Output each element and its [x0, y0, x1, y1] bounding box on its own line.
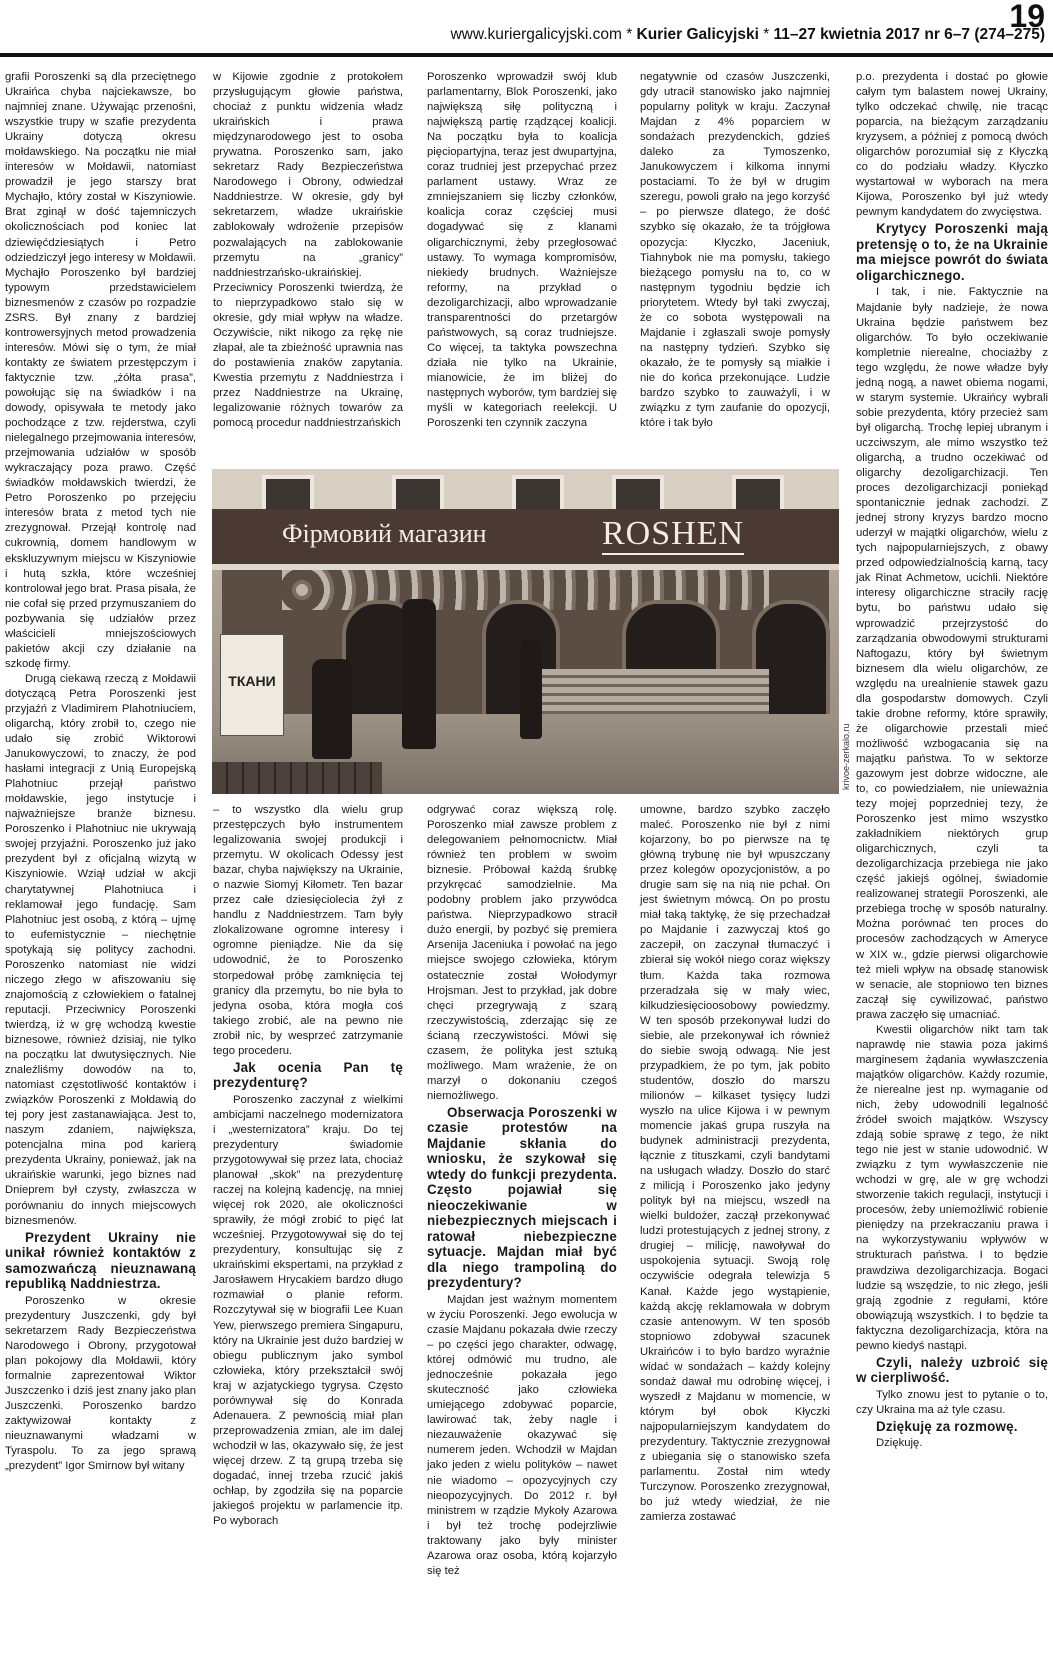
paragraph: Majdan jest ważnym momentem w życiu Poroszenki. Jego ewolucja w czasie Majdanu pokazała dwie rzeczy – po części jego charakter, odwagę, której odmówić mu trudno, ale jednocześnie pokazała jego skuteczność jako człowieka umiejącego zdobywać poparcie, lawirować tak, żeby nagle i niezauważenie okazywać się numerem jeden. Wchodził w Majdan jako jeden z wielu polityków – nawet nie wiadomo – opozycyjnych czy nieopozycyjnych. Do 2012 r. był ministrem w rządzie Mykoły Azarowa i był też trochę podejrzliwie traktowany jako były minister Azarowa oraz osoba, którą kojarzyło się też — [427, 1293, 617, 1577]
interview-question: Czyli, należy uzbroić się w cierpliwość. — [856, 1354, 1048, 1386]
paragraph: Poroszenko wprowadził swój klub parlamentarny, Blok Poroszenki, jako największą siłę polityczną i największą partię rządzącej koalicji. Na początku była to koalicja pięciopartyjna, teraz jest dwupartyjna, coraz trudniej jest przepychać przez parlament ustawy. Wraz ze zmniejszaniem się liczby członków, koalicja coraz częściej musi dogadywać się z klanami oligarchicznymi, żeby przegłosować ustawy. To wymaga kompromisów, niekiedy brudnych. Ważniejsze reformy, na przykład o dezoligarchizacji, albo wprowadzanie transparentności do przetargów państwowych, są coraz trudniejsze. Co więcej, ta taktyka powszechna działa nie tylko na Ukrainie, mianowicie, że im bliżej do następnych wyborów, tym bardziej się myśli w kategoriach reelekcji. U Poroszenki ten czynnik zaczyna — [427, 71, 617, 430]
paragraph: Tylko znowu jest to pytanie o to, czy Ukraina ma aż tyle czasu. — [856, 1388, 1048, 1416]
paragraph: w Kijowie zgodnie z protokołem przysługującym głowie państwa, chociaż z punktu widzenia władz ukraińskich i prawa międzynarodowego jest to osoba prywatna. Poroszenko sam, jako sekretarz Rady Bezpieczeństwa Narodowego i Obrony, odwiedzał Naddniestrze. W okresie, gdy był sekretarzem, władze ukraińskie zablokowały wdrożenie przepisów pozwalających na zablokowanie przemytu na „granicy” naddniestrzańsko-ukraińskiej. Przeciwnicy Poroszenki twierdzą, że to nieprzypadkowo stało się w okresie, gdy miał wpływ na władze. Oczywiście, nikt nikogo za rękę nie złapał, ale ta zbieżność uprawnia nas do postawienia znaków zapytania. Kwestia przemytu z Naddniestrza i przez Naddniestrze na Ukrainę, legalizowanie różnych towarów za pomocą procedur naddniestrzańskich — [213, 71, 403, 430]
interview-question: Obserwacja Poroszenki w czasie protestów na Majdanie skłania do wniosku, że szykował się wtedy do funkcji prezydenta. Często pojawiał się nieoczekiwanie w niebezpiecznych miejscach i ratował niebezpieczne sytuacje. Majdan miał być dla niego trampoliną do prezydentury? — [427, 1104, 617, 1291]
page-number: 19 — [1009, 0, 1045, 34]
building-facade — [212, 469, 839, 509]
woman-at-door-figure — [520, 639, 542, 739]
column-2-top — [213, 70, 403, 460]
masthead: www.kuriergalicyjski.com * Kurier Galicyjski * 11–27 kwietnia 2017 nr 6–7 (274–275) — [450, 26, 1045, 43]
paragraph: p.o. prezydenta i dostać po głowie całym tym balastem nowej Ukrainy, tylko odczekać chwilę, nie tracąc poparcia, na bieżącym zarządzaniu kryzysem, a później z pomocą dwóch oligarchów porozumiał się z Kłyczką co do podziału władzy. Kłyczko wystartował w wyborach na mera Kijowa, Poroszenko był już wtedy pewnym kandydatem do zwycięstwa. — [856, 71, 1048, 219]
brick-bench — [212, 762, 382, 794]
store-sign — [212, 509, 839, 570]
interview-question: Krytycy Poroszenki mają pretensję o to, że na Ukrainie ma miejsce powrót do świata oligarchicznego. — [856, 221, 1048, 283]
column-2-bottom — [213, 803, 403, 1529]
paragraph: Poroszenko w okresie prezydentury Juszczenki, gdy był sekretarzem Rady Bezpieczeństwa Narodowego i Obrony, przygotował plan pokojowy dla Mołdawii, który formalnie zaprezentował Wiktor Juszczenko i dziś jest znany jako plan Juszczenki. Poroszenko bardzo zaktywizował kontakty z nieuznawanymi władzami w Tyraspolu. To za jego sprawą „prezydent” Igor Smirnow był witany — [5, 1294, 196, 1473]
paragraph: odgrywać coraz większą rolę. Poroszenko miał zawsze problem z delegowaniem pełnomocnictw. Miał również ten problem w swoim biznesie. Próbował każdą śrubkę przykręcać samodzielnie. Ma podobny problem jako przywódca państwa. Nieprzypadkowo stracił dużo energii, by pozbyć się premiera Arsenija Jaceniuka i powołać na jego miejsce swojego człowieka, którym ostatecznie został Wołodymyr Hrojsman. Jest to przykład, jak dobre chęci przegrywają z szarą rzeczywistością, zderzając się ze ścianą rzeczywistości. Mówi się czasem, że polityka jest sztuką możliwego. Mam wrażenie, że on marzył o dokonaniu czegoś niemożliwego. — [427, 804, 617, 1102]
interview-question: Prezydent Ukrainy nie unikał również kontaktów z samozwańczą nieuznawaną republiką Naddniestrza. — [5, 1229, 196, 1292]
walking-man-figure — [402, 599, 436, 749]
roshen-store-photo — [212, 469, 839, 794]
column-4-bottom — [640, 803, 830, 1525]
paragraph: I tak, i nie. Faktycznie na Majdanie były nadzieje, że nowa Ukraina będzie państwem bez oligarchów. To było oczekiwanie kompletnie nierealne, chociażby z tego względu, że nowe władze były jedną nogą, a nawet obiema nogami, w starym systemie. Ukraińcy wybrali sobie prezydenta, który przecież sam był oligarchą. Trochę lepiej ubranym i uczciwszym, ale mimo wszystko też oligarchą, a trudno oczekiwać od oligarchy dezoligarchizacji. Ten proces dezoligarchizacji poniekąd spontanicznie jednak zachodzi. Z jednej strony kryzys bardzo mocno uderzył w majątki oligarchów, wielu z tych najpopularniejszych, z obawy przed odpowiedzialnością karną, tacy jak Rinat Achmetow, ucichli. Niektóre interesy oligarchiczne straciły rację bytu, bo państwu udało się wprowadzić przejrzystość do zarządzania obwodowymi strukturami Naftogazu, który był świetnym biznesem dla wielu oligarchów, ze względu na urealnienie stawek gazu dla gospodarstw domowych. Czyli takie drobne reformy, które sprawiły, że oligarchowie przestali mieć możliwość wzbogacania się na majątku państwa. To w sektorze gazowym jest dobrze widoczne, ale to, co powiedziałem, nie unieważnia tezy mojej poprzedniej tezy, że Poroszenko jest mimo wszystko zakładnikiem niektórych grup oligarchicznych, czyli ta dezoligarchizacja przebiega nie jako część jakiejś ogólnej, świadomie realizowanej strategii Poroszenki, ale przebiega trochę w sposób naturalny. Można porównać ten proces do procesów zachodzących w Ameryce w XIX w., gdzie pierwsi oligarchowie też mieli wpływ na obsadę stanowisk w senacie, ale stopniowo ten biznes zaczął się cywilizować, państwo prawa zaczęło się umacniać. — [856, 286, 1048, 1021]
paragraph: Dziękuję. — [876, 1437, 923, 1450]
header-rule — [0, 53, 1053, 57]
site-url[interactable]: www.kuriergalicyjski.com — [450, 26, 622, 43]
paragraph: grafii Poroszenki są dla przeciętnego Ukraińca chyba najciekawsze, bo najmniej znane. Używając przenośni, wszystkie trupy w szafie prezydenta Ukrainy dotyczą okresu mołdawskiego. Na początku nie miał interesów w Mołdawii, natomiast prowadził je jego starszy brat Mychajło, który został w Kiszyniowie. Brat zginął w dość tajemniczych okolicznościach pod koniec lat dziewięćdziesiątych i Petro odziedziczył jego interesy w Mołdawii. Mychajło Poroszenko był bardziej typowym przedstawicielem biznesmenów z czasów po rozpadzie ZSRS. Był znany z bardziej kontrowersyjnych metod prowadzenia interesów. Mówi się o tym, że miał kontakty ze światem przestępczym i faktycznie tzw. „żółta prasa”, powołując się na świadków i na dowody, opisywała te metody jako pochodzące z tzw. rejderstwa, czyli nielegalnego przejmowania interesów, przejmowania udziałów w sposób wykraczający poza prawo. Część świadków mołdawskich twierdzi, że Petro Poroszenko po przejęciu interesów brata z metod tych nie zrezygnował. Przejął kontrolę nad cukrownią, domem handlowym w ekskluzywnym miejscu w Kiszyniowie i hutą szkła, które wcześniej kontrolował jego brat. Prasa pisała, że nie cofał się przed przymuszaniem do pozbywania się udziałów przez właścicieli mniejszościowych pakietów akcji czy działanie na szkodę firmy. — [5, 71, 196, 670]
column-3-bottom — [427, 803, 617, 1579]
photo-credit: krivoe-zerkalo.ru — [841, 723, 851, 790]
sign-brand-text: ROSHEN — [602, 515, 744, 555]
interview-question: Dziękuję za rozmowę. — [876, 1418, 1018, 1434]
interview-question: Jak ocenia Pan tę prezydenturę? — [213, 1059, 403, 1091]
paragraph: – to wszystko dla wielu grup przestępczych było instrumentem legalizowania swojej produkcji i przemytu. W okolicach Odessy jest bazar, chyba największy na Ukrainie, o nazwie Siomyj Kiłometr. Ten bazar przez całe dziesięciolecia żył z handlu z Naddniestrzem. Tam były zlokalizowane ogromne interesy i ogromne pieniądze. Nie da się udowodnić, że to Poroszenko storpedował próbę zamknięcia tej granicy dla przemytu, bo nie była to jedyna osoba, która mogła coś takiego zrobić, ale na pewno nie zrobił nic, by wesprzeć zatrzymanie tego procederu. — [213, 804, 403, 1057]
paragraph: Kwestii oligarchów nikt tam tak naprawdę nie stawia poza jakimś marginesem żądania wywłaszczenia majątków oligarchów. Każdy rozumie, że nierealne jest np. wymaganie od nich, żeby udowodnili legalność źródeł swoich majątków. Wszyscy zdają sobie sprawę z tego, że nikt tego nie jest w stanie udowodnić. W związku z tym wywłaszczenie nie wchodzi w grę, ale w grę wchodzi stworzenie takich regulacji, instytucji i procesów, żeby uniemożliwić robienie pieniędzy na przekraczaniu prawa i na wykorzystywaniu wpływów w strukturach państwa. I to będzie prawdziwa dezoligarchizacja. Bogaci ludzie są wszędzie, to nic złego, jeśli grają zgodnie z regułami, które obowiązują wszystkich. I to będzie ta faktyczna dezoligarchizacja, która na pewno kiedyś nastąpi. — [856, 1023, 1048, 1352]
issue-info: 11–27 kwietnia 2017 nr 6–7 (274–275) — [773, 26, 1045, 43]
column-1 — [5, 70, 196, 1474]
paragraph: negatywnie od czasów Juszczenki, gdy utracił stanowisko jako najmniej popularny polityk w kraju. Zaczynał Majdan z 4% poparciem w sondażach prezydenckich, gdzieś daleko za Tymoszenko, Janukowyczem i kilkoma innymi postaciami. To że był w drugim szeregu, powoli grało na jego korzyść – po pierwsze dlatego, że dość szybko się okazało, że ta trójgłowa opozycja: Kłyczko, Jaceniuk, Tiahnybok nie ma pomysłu, takiego bieżącego pomysłu na to, co w następnym tygodniu będzie ich priorytetem. Wtedy był taki zwyczaj, że co sobota występowali na Majdanie i zgłaszali swoje pomysły na następny tydzień. Szybko się okazało, że te pomysły są miałkie i nie do końca przekonujące. Ludzie bardzo szybko to zauważyli, i w związku z tym zaufanie do opozycji, które i tak było — [640, 71, 830, 430]
column-4-top — [640, 70, 830, 460]
column-5 — [856, 70, 1048, 1451]
seated-woman-figure — [312, 659, 352, 759]
column-3-top — [427, 70, 617, 460]
paragraph: umowne, bardzo szybko zaczęło maleć. Poroszenko nie był z nimi kojarzony, bo po pierwsze na tę główną trybunę nie był wpuszczany przez kolegów opozycjonistów, a po drugie sam się na nią nie pchał. On jest świetnym mówcą. On po prostu miał taką taktykę, że się przechadzał po Majdanie i zazwyczaj ktoś go zaczepił, on zaczynał tłumaczyć i zbierał się wokół niego coraz większy tłum. Każda taka rozmowa przeradzała się w mały wiec, kilkudziesięcioosobowy powiedzmy. W ten sposób przekonywał ludzi do siebie, ale przekonywał ich również do siebie swoją odwagą. Nie jest przypadkiem, że po tym, jak pobito studentów, doszło do marszu milionów – kilkaset tysięcy ludzi wyszło na ulice Kijowa i w pewnym momencie jakaś grupa ruszyła na budynek administracji prezydenta, łącznie z tituszkami, czyli bandytami na usługach władzy. Doszło do starć z milicją i Poroszenko jako jedyny polityk był na miejscu, wszedł na wielki buldożer, zaczął przekonywać ludzi protestujących z jednej strony, z drugiej – milicję, nawoływał do uspokojenia sytuacji. Swoją rolę oczywiście odegrała telewizja 5 Kanał. Każde jego wystąpienie, każdą akcję reklamowała w dobrym czasie antenowym. W ten sposób stopniowo zdobywał szacunek Ukraińców i to było bardzo wyraźnie widać w sondażach – każdy kolejny sondaż dawał mu odrobinę więcej, i wyszedł z Majdanu w momencie, w którym był obok Kłyczki najpopularniejszym kandydatem do prezydentury. Taktycznie zrezygnował z ubiegania się o stanowisko szefa parlamentu. Został nim wtedy Turczynow. Poroszenko zrezygnował, bo już wtedy wiedział, że nie zamierza zostawać — [640, 804, 830, 1524]
advert-poster: ТКАНИ — [220, 634, 284, 736]
publication-title: Kurier Galicyjski — [636, 26, 759, 43]
paragraph: Poroszenko zaczynał z wielkimi ambicjami naczelnego modernizatora i „westernizatora” kraju. Do tej prezydentury świadomie przygotowywał się przez lata, chociaż planował „skok” na prezydenturę raczej na kolejną kadencję, na mniej więcej rok 2020, ale okoliczności sprawiły, że mógł zrobić to pięć lat wcześniej. Przygotowywał się do tej prezydentury, konsultując się z ukraińskimi ekspertami, na przykład z Jarosławem Hrycakiem bardzo długo rozmawiał o planie reform. Rozczytywał się w biografii Lee Kuan Yew, pierwszego premiera Singapuru, który na Ukrainie jest dużo bardziej w obiegu publicznym jako symbol człowieka, który przekształcił swój kraj w azjatyckiego tygrysa. Często porównywał się do Konrada Adenauera. Z pewnością miał plan przeprowadzenia zmian, ale im dalej wchodził w las, okazywało się, że jest więcej drzew. Z tą grupą trzeba się dogadać, innej trzeba rzucić jakiś ochłap, by zgodziła się na poparcie jakiegoś projektu w parlamencie itp. Po wyborach — [213, 1093, 403, 1528]
sign-ukrainian-text: Фірмовий магазин — [282, 519, 487, 548]
paragraph: Drugą ciekawą rzeczą z Mołdawii dotyczącą Petra Poroszenki jest przyjaźń z Vladimirem Plahotniuciem, oligarchą, który zrobił to, czego nie udało się zrobić Wiktorowi Janukowyczowi, to znaczy, że pod hasłami integracji z Unią Europejską Plahotniuc przejął państwo mołdawskie, jego instytucje i najważniejsze branże biznesu. Poroszenko i Plahotniuc nie ukrywają swojej przyjaźni. Poroszenko już jako prezydent był z oficjalną wizytą w Kiszyniowie. Wziął udział w akcji charytatywnej Plahotniuca i reklamował jego fundację. Sam Plahotniuc jest osobą, z którą – ujmę to eufemistycznie – niechętnie spotykają się politycy zachodni. Poroszenko natomiast nie widzi niczego złego w afiszowaniu się znajomością z człowiekiem o fatalnej reputacji. Przeciwnicy Poroszenki twierdzą, iż w grę wchodzą kwestie biznesowe, również dzisiaj, nie tylko na początku lat dwutysięcznych. Nie znaleźliśmy dowodów na to, natomiast częstotliwość kontaktów i związków Poroszenki z Mołdawią do tej pory jest zastanawiająca. Jest to, naszym zdaniem, największa, potencjalna mina pod karierą prezydenta Ukrainy, ponieważ, jak na ukraińskie warunki, jego biznes nad Dnieprem był czysty, zwłaszcza w porównaniu do innych miejscowych biznesmenów. — [5, 672, 196, 1227]
